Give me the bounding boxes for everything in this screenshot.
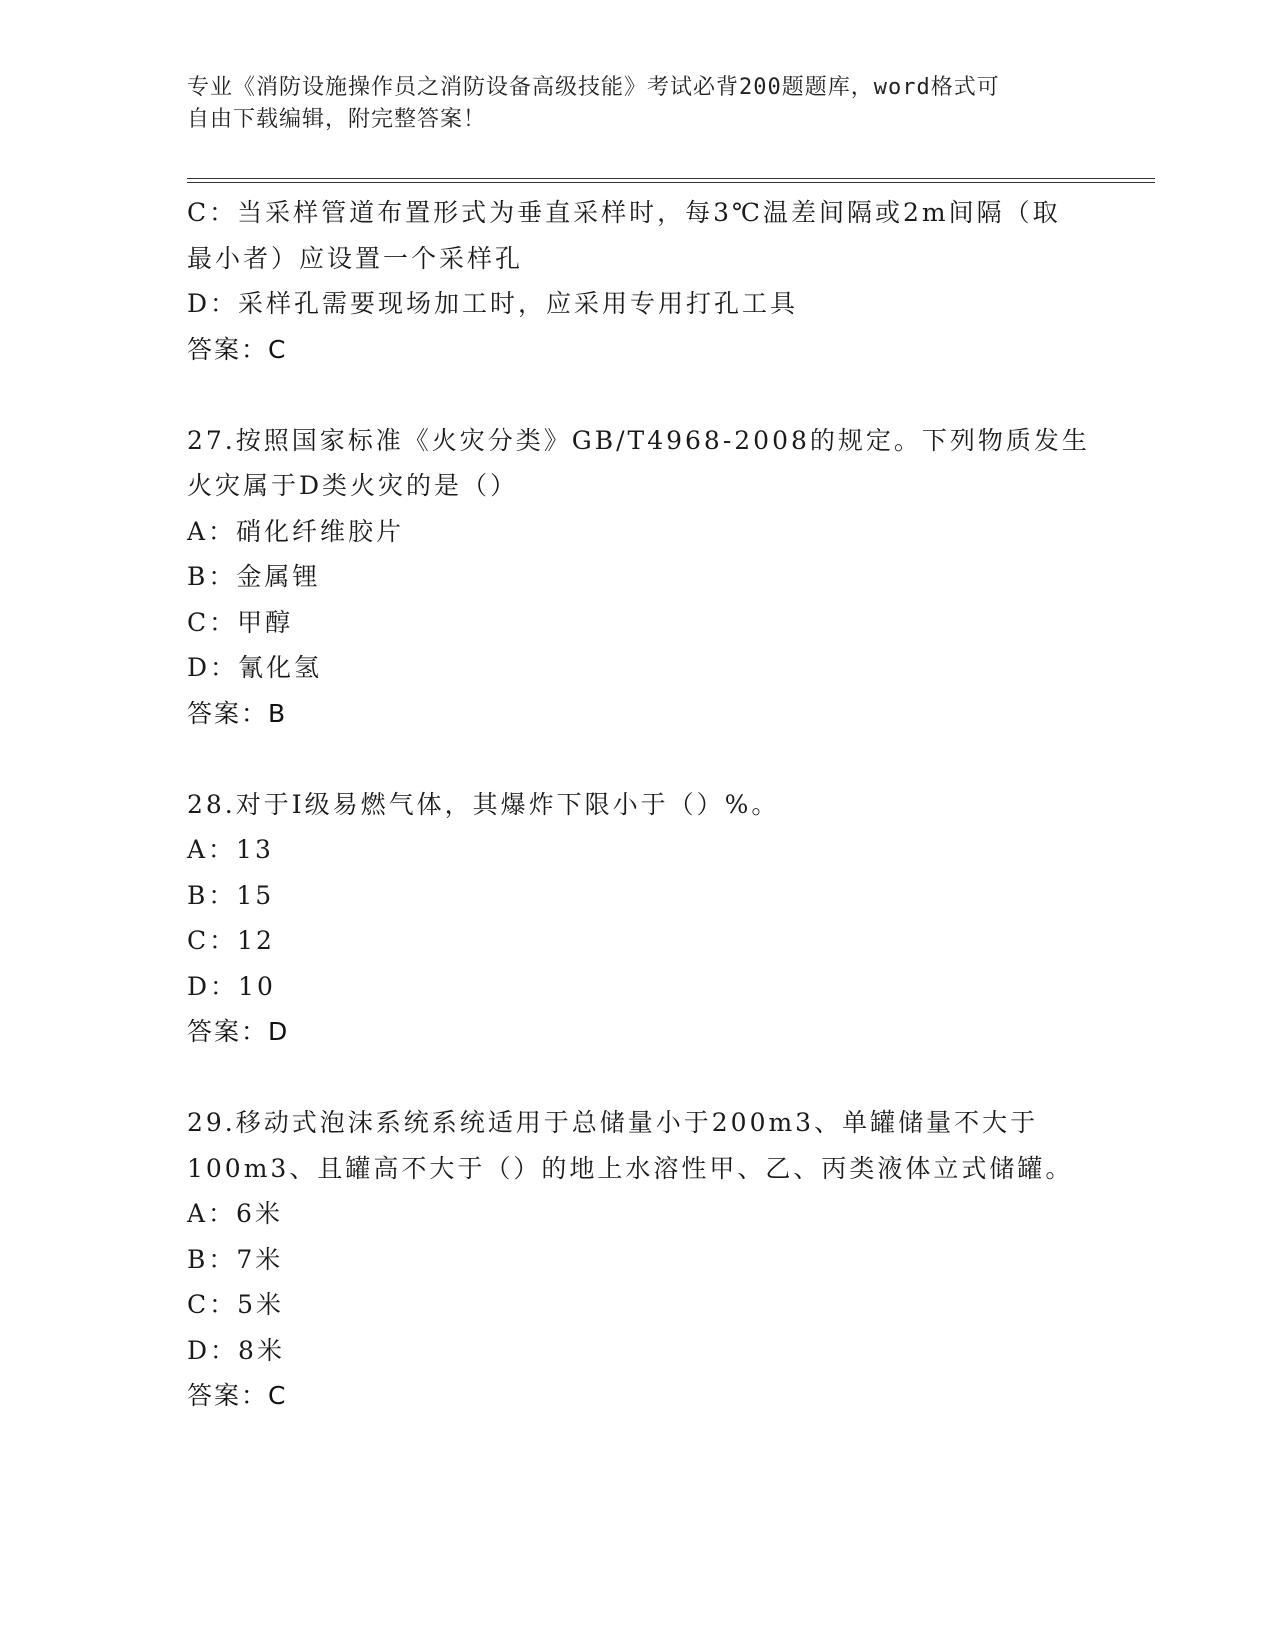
option-c: C：12 — [187, 926, 275, 955]
option-d: D：10 — [187, 971, 276, 1001]
document-header — [187, 72, 1067, 136]
option-d: D：氰化氢 — [187, 653, 323, 682]
option-c-line-2: 最小者）应设置一个采样孔 — [187, 243, 524, 273]
question-content — [187, 190, 1090, 1419]
header-divider-bottom — [187, 182, 1155, 183]
question-block-29 — [187, 1100, 1087, 1419]
spacer — [187, 1055, 1087, 1101]
question-stem-line-2: 100m3、且罐高不大于（）的地上水溶性甲、乙、丙类液体立式储罐。 — [187, 1153, 1074, 1183]
option-a: A：6米 — [187, 1199, 283, 1228]
question-block-26-continued — [187, 190, 1087, 372]
question-stem-line-1: 28.对于Ⅰ级易燃气体，其爆炸下限小于（）%。 — [187, 789, 780, 819]
answer-label: 答案：C — [187, 1381, 288, 1410]
header-divider-top — [187, 178, 1155, 179]
header-title-line-2: 自由下载编辑，附完整答案！ — [187, 107, 487, 132]
header-title-line-1: 专业《消防设施操作员之消防设备高级技能》考试必背200题题库，word格式可 — [187, 75, 1000, 100]
answer-label: 答案：C — [187, 334, 288, 364]
option-b: B：7米 — [187, 1244, 284, 1274]
answer-label: 答案：D — [187, 1017, 290, 1046]
option-d: D：采样孔需要现场加工时，应采用专用打孔工具 — [187, 289, 799, 318]
answer-label: 答案：B — [187, 698, 288, 728]
spacer — [187, 372, 1087, 418]
question-block-27 — [187, 418, 1090, 737]
option-a: A：13 — [187, 835, 274, 864]
option-a: A：硝化纤维胶片 — [187, 516, 405, 546]
question-stem-line-1: 29.移动式泡沫系统系统适用于总储量小于200m3、单罐储量不大于 — [187, 1108, 1039, 1137]
question-stem-line-1: 27.按照国家标准《火灾分类》GB/T4968-2008的规定。下列物质发生 — [187, 425, 1090, 455]
question-stem-line-2: 火灾属于D类火灾的是（） — [187, 471, 519, 500]
option-c: C：5米 — [187, 1290, 285, 1319]
option-b: B：金属锂 — [187, 562, 321, 591]
option-c: C：甲醇 — [187, 607, 294, 637]
spacer — [187, 736, 1087, 782]
option-d: D：8米 — [187, 1335, 285, 1365]
option-c-line-1: C：当采样管道布置形式为垂直采样时，每3℃温差间隔或2m间隔（取 — [187, 198, 1061, 227]
question-block-28 — [187, 782, 1087, 1055]
option-b: B：15 — [187, 880, 275, 910]
